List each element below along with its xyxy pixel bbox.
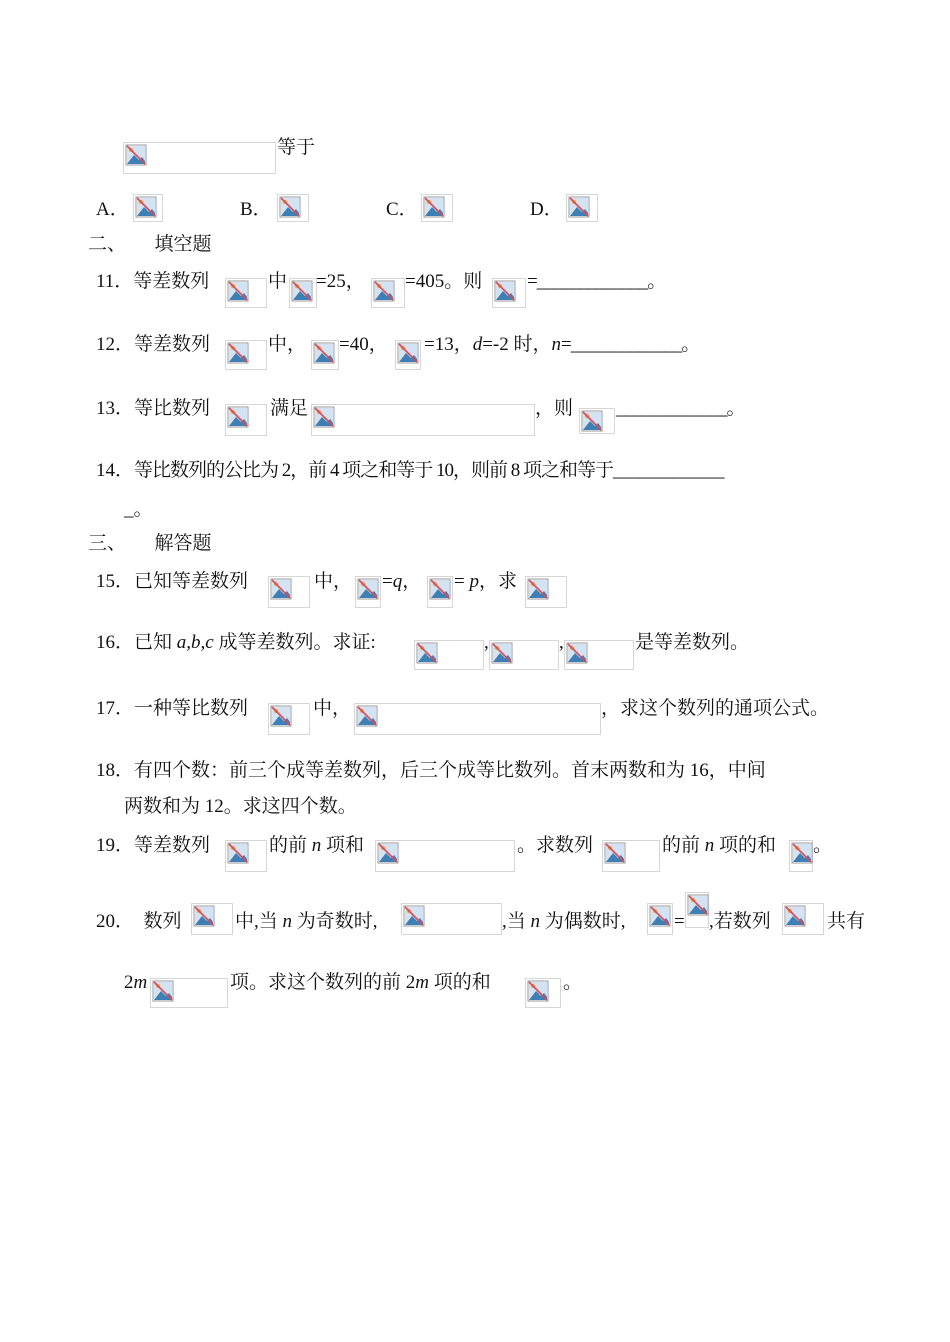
option-b-image [277,194,309,222]
q20-text-4: = [674,911,685,932]
formula-image [427,576,453,608]
formula-image [564,640,634,670]
q20-line2-text: 项。求这个数列的前 2m 项的和 [230,972,491,993]
q19-number: 19． [96,835,135,856]
formula-image [579,408,615,434]
formula-image [414,640,484,670]
q17-number: 17． [96,698,135,719]
q15-number: 15． [96,571,135,592]
q20-text-3: ,当 n 为偶数时, [502,911,626,932]
broken-image-icon [125,144,147,166]
option-a-image [133,194,163,222]
broken-image-icon [313,342,335,364]
formula-image [525,576,567,608]
formula-image [789,840,813,872]
q19-text-3: 。求数列 [517,835,594,856]
formula-image [354,703,601,735]
q18-text: 18．有四个数：前三个成等差数列，后三个成等比数列。首末两数和为 16，中间 [96,760,766,781]
q13-text: 13．等比数列 [96,398,211,419]
q14-number: 14． [96,460,135,481]
broken-image-icon [568,196,590,218]
section-fill-heading: 二、 填空题 [88,234,212,255]
broken-image-icon [152,980,174,1002]
q19-text-2: 的前 n 项和 [269,835,365,856]
broken-image-icon [784,905,806,927]
broken-image-icon [270,705,292,727]
q16-number: 16． [96,632,135,653]
broken-image-icon [227,406,249,428]
broken-image-icon [357,578,379,600]
formula-image [489,640,559,670]
broken-image-icon [494,280,516,302]
broken-image-icon [227,842,249,864]
broken-image-icon [193,905,215,927]
q15-text: 15．已知等差数列 [96,571,249,592]
q18-number: 18． [96,760,135,781]
broken-image-icon [791,842,813,864]
broken-image-icon [649,905,671,927]
q19-text: 19．等差数列 [96,835,211,856]
q16-comma-1: , [484,632,489,653]
q16-comma-2: , [559,632,564,653]
formula-image [123,142,276,174]
formula-image [355,576,381,608]
q12-text-3: =40， [339,334,388,355]
broken-image-icon [416,642,438,664]
broken-image-icon [403,905,425,927]
broken-image-icon [527,980,549,1002]
formula-image [225,840,267,872]
q20-line2: 2m [124,972,148,993]
broken-image-icon [397,342,419,364]
formula-image [268,703,310,735]
broken-image-icon [291,280,313,302]
q19-text-5: 。 [813,835,833,856]
formula-image [150,978,228,1008]
q11-text-3: =25， [316,271,365,292]
q15-text-3: =q， [382,571,422,592]
broken-image-icon [687,894,709,916]
formula-image [225,340,267,370]
broken-image-icon [279,196,301,218]
broken-image-icon [604,842,626,864]
q18-text-line2: 两数和为 12。求这四个数。 [124,796,357,817]
q20-text-6: 共有 [827,911,866,932]
broken-image-icon [566,642,588,664]
formula-image [225,278,267,308]
option-d-label: D． [530,199,563,220]
broken-image-icon [270,578,292,600]
q17-text-3: ，求这个数列的通项公式。 [601,698,830,719]
formula-image [602,840,660,872]
q16-text: 16．已知 a,b,c 成等差数列。求证: [96,632,376,653]
section-answer-heading: 三、 解答题 [88,533,212,554]
formula-image [782,903,824,935]
formula-image [375,840,515,872]
q15-text-2: 中， [314,571,353,592]
q12-text: 12．等差数列 [96,334,211,355]
broken-image-icon [377,842,399,864]
broken-image-icon [135,196,157,218]
formula-image [647,903,673,935]
broken-image-icon [313,406,335,428]
q20-text-2: 中,当 n 为奇数时, [235,911,378,932]
q20-text-5: ,若数列 [709,911,771,932]
formula-image [685,892,709,928]
q13-answer-blank: _____________。 [616,398,745,419]
formula-image [268,576,310,608]
q13-text-3: ，则 [535,398,574,419]
q11-text-4: =405。则 [405,271,483,292]
formula-image [395,340,421,370]
q11-text-2: 中 [268,271,288,292]
formula-image [191,903,233,935]
q14-text: 14．等比数列的公比为 2，前 4 项之和等于 10，则前 8 项之和等于_____________ [96,460,724,481]
broken-image-icon [227,280,249,302]
formula-image [225,404,267,436]
q11-answer-blank: =_____________。 [527,271,666,292]
option-c-label: C． [386,199,418,220]
q13-number: 13． [96,398,135,419]
option-c-image [421,194,453,222]
formula-image [401,903,502,935]
broken-image-icon [527,578,549,600]
q15-text-4: = p，求 [454,571,517,592]
broken-image-icon [491,642,513,664]
broken-image-icon [373,280,395,302]
broken-image-icon [227,342,249,364]
q14-text-line2: _。 [124,499,153,520]
q16-text-3: 是等差数列。 [635,632,750,653]
q12-number: 12． [96,334,135,355]
q17-text: 17．一种等比数列 [96,698,249,719]
option-a-label: A． [96,199,129,220]
q12-answer-blank: =_____________。 [561,334,700,355]
option-b-label: B． [240,199,272,220]
formula-image [289,278,317,308]
broken-image-icon [356,705,378,727]
q12-text-2: 中， [268,334,307,355]
q20-number: 20． [96,911,125,932]
q19-text-4: 的前 n 项的和 [662,835,777,856]
q11-number: 11． [96,271,134,292]
formula-image [311,340,339,370]
broken-image-icon [581,410,603,432]
q11-text: 11．等差数列 [96,271,210,292]
q17-text-2: 中， [313,698,352,719]
broken-image-icon [423,196,445,218]
formula-image [525,978,561,1008]
formula-image [371,278,405,308]
formula-image [311,404,535,436]
q20-text: 20． 数列 [96,911,182,932]
formula-image [492,278,526,308]
option-d-image [566,194,598,222]
q20-line2-end: 。 [563,972,583,993]
broken-image-icon [429,578,451,600]
q12-text-4: =13，d=-2 时，n=_____________。 [424,334,700,355]
q10-tail: 等于 [277,137,316,158]
q13-text-2: 满足 [270,398,309,419]
